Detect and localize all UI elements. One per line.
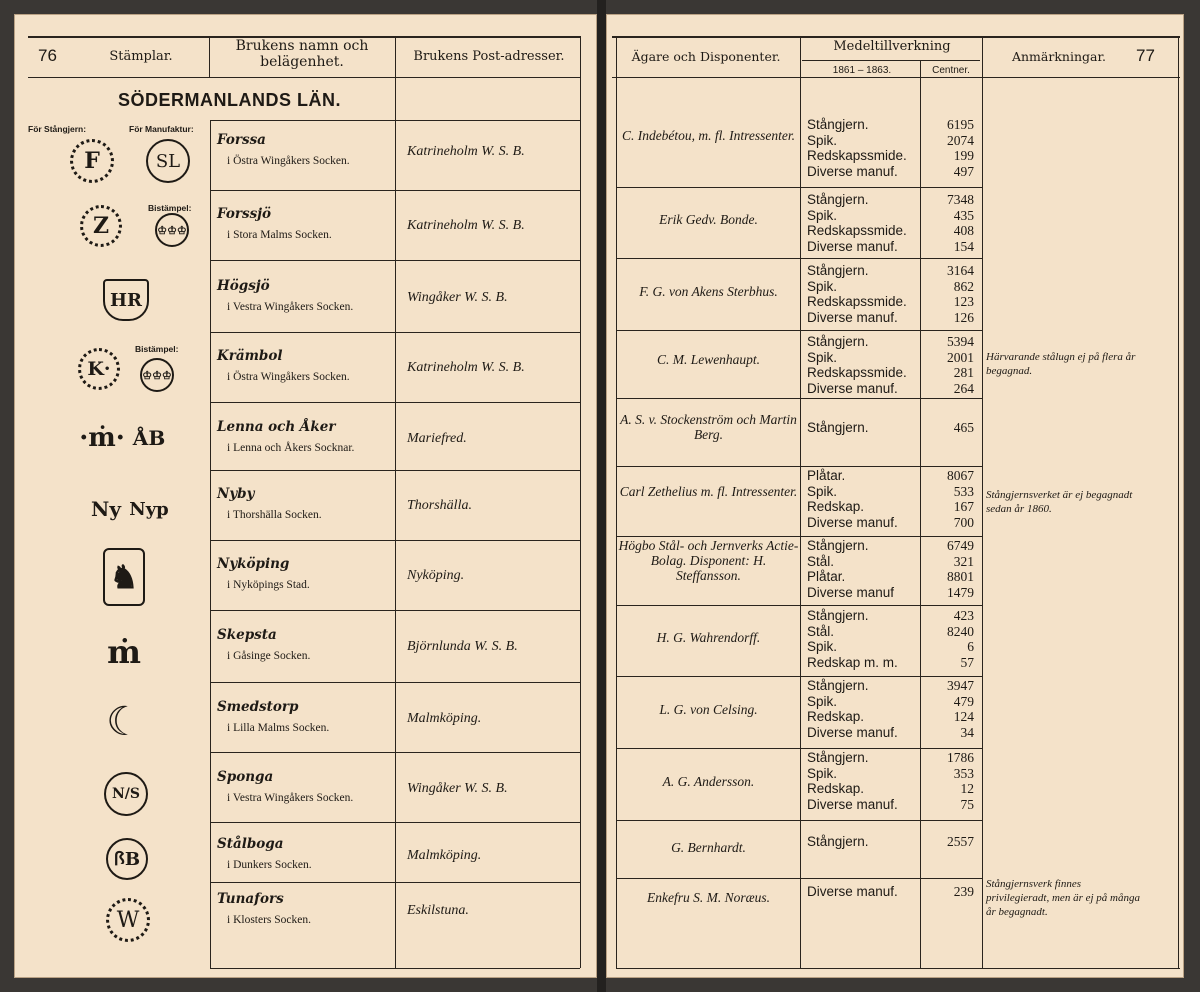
product-item: Redskap. <box>807 781 865 796</box>
rule-line <box>210 260 580 261</box>
production-value: 465 <box>953 420 974 435</box>
stamp-krambol-bar: K· <box>78 348 120 390</box>
product-item: Diverse manuf. <box>807 796 898 812</box>
rule-line <box>612 36 1180 38</box>
owner-name: C. Indebétou, m. fl. Intressenter. <box>621 128 796 143</box>
rule-line <box>210 540 580 541</box>
production-value: 1479 <box>947 584 974 600</box>
rule-line <box>616 258 982 259</box>
rule-line <box>616 748 982 749</box>
product-item: Stångjern. <box>807 834 869 849</box>
stamp-sponga: N/S <box>104 772 148 816</box>
production-value: 8067 <box>947 468 974 483</box>
production-value: 497 <box>953 163 974 179</box>
book-spine <box>597 0 606 992</box>
product-item: Redskapssmide. <box>807 223 907 238</box>
product-item: Diverse manuf. <box>807 238 898 254</box>
mill-parish: i Nyköpings Stad. <box>227 579 310 591</box>
header-notes: Anmärkningar. <box>1011 49 1107 64</box>
owner-name: G. Bernhardt. <box>671 840 746 855</box>
product-list <box>807 263 907 325</box>
production-value: 167 <box>953 499 974 514</box>
header-mill: Brukens namn och belägenhet. <box>235 38 369 70</box>
owner-name: Carl Zethelius m. fl. Intressenter. <box>619 484 798 499</box>
rule-line <box>616 968 1180 969</box>
product-item: Stångjern. <box>807 117 869 132</box>
mill-name: Skepsta <box>217 627 277 643</box>
rule-line <box>210 120 211 968</box>
stamp-aker: ÅB <box>132 426 166 450</box>
production-values <box>922 468 974 530</box>
production-values <box>922 834 974 850</box>
production-value: 281 <box>953 365 974 380</box>
mill-post-address: Eskilstuna. <box>407 903 469 918</box>
label-side-stamp: Bistämpel: <box>135 344 179 354</box>
mill-name: Forssa <box>217 132 266 148</box>
production-value: 7348 <box>947 192 974 207</box>
header-post: Brukens Post-adresser. <box>413 49 565 64</box>
remark: Härvarande stålugn ej på flera år begagnad. <box>986 351 1136 377</box>
production-value: 479 <box>953 693 974 709</box>
header-years: 1861 – 1863. <box>832 65 892 76</box>
stamp-stalboga: ꟗB <box>106 838 148 880</box>
mill-post-address: Nyköping. <box>407 568 465 583</box>
product-list <box>807 834 869 850</box>
production-value: 3164 <box>947 263 974 278</box>
production-values <box>922 334 974 396</box>
production-value: 2074 <box>947 132 974 148</box>
mill-parish: i Vestra Wingåkers Socken. <box>227 301 354 313</box>
stamp-nyby: Ny <box>91 497 121 521</box>
production-values <box>922 192 974 254</box>
rule-line <box>800 36 801 968</box>
rule-line <box>1178 36 1179 968</box>
production-value: 5394 <box>947 334 974 349</box>
production-value: 1786 <box>947 750 974 765</box>
product-list <box>807 192 907 254</box>
mill-name: Nyby <box>217 486 255 502</box>
rule-line <box>210 610 580 611</box>
product-item: Spik. <box>807 349 838 365</box>
county-title: SÖDERMANLANDS LÄN. <box>118 90 341 110</box>
product-item: Diverse manuf. <box>807 884 898 899</box>
production-values <box>922 608 974 670</box>
production-value: 12 <box>960 781 974 796</box>
stamp-lenna: ·ṁ· <box>79 423 125 453</box>
mill-name: Forssjö <box>217 206 272 222</box>
production-value: 2557 <box>947 834 974 849</box>
product-item: Redskap m. m. <box>807 654 898 670</box>
product-item: Spik. <box>807 765 838 781</box>
production-values <box>922 884 974 900</box>
product-item: Redskapssmide. <box>807 294 907 309</box>
mill-name: Högsjö <box>217 278 270 294</box>
rule-line <box>210 332 580 333</box>
mill-name: Stålboga <box>217 836 284 852</box>
production-value: 124 <box>953 709 974 724</box>
production-value: 126 <box>953 309 974 325</box>
stamp-hogsjo: HR <box>103 279 149 321</box>
production-value: 862 <box>953 278 974 294</box>
product-item: Plåtar. <box>807 468 846 483</box>
rule-line <box>616 187 982 188</box>
product-item: Redskap. <box>807 499 865 514</box>
stamp-forssjo-bar: Z <box>80 205 122 247</box>
product-item: Spik. <box>807 483 838 499</box>
rule-line <box>210 682 580 683</box>
mill-post-address: Katrineholm W. S. B. <box>407 360 525 375</box>
product-list <box>807 468 898 530</box>
product-item: Spik. <box>807 132 838 148</box>
rule-line <box>616 466 982 467</box>
stamp-nykoping: ♞ <box>103 548 145 606</box>
rule-line <box>920 60 921 968</box>
rule-line <box>616 536 982 537</box>
rule-line <box>616 36 617 968</box>
stamp-forssa-manufacture: SL <box>146 139 190 183</box>
production-value: 2001 <box>947 349 974 365</box>
production-value: 154 <box>953 238 974 254</box>
product-item: Spik. <box>807 639 838 654</box>
owner-name: L. G. von Celsing. <box>659 702 758 717</box>
production-value: 435 <box>953 207 974 223</box>
production-value: 408 <box>953 223 974 238</box>
production-value: 34 <box>960 724 974 740</box>
product-item: Stångjern. <box>807 678 869 693</box>
mill-post-address: Björnlunda W. S. B. <box>407 639 518 654</box>
rule-line <box>616 605 982 606</box>
product-list <box>807 420 869 436</box>
production-values <box>922 538 974 600</box>
rule-line <box>210 968 580 969</box>
product-item: Stål. <box>807 553 835 569</box>
mill-parish: i Thorshälla Socken. <box>227 509 322 521</box>
production-value: 321 <box>953 553 974 569</box>
production-value: 423 <box>953 608 974 623</box>
production-value: 353 <box>953 765 974 781</box>
production-value: 700 <box>953 514 974 530</box>
production-values <box>922 750 974 812</box>
stamp-tunafors: W <box>106 898 150 942</box>
product-list <box>807 678 898 740</box>
mill-post-address: Malmköping. <box>407 848 482 863</box>
mill-post-address: Katrineholm W. S. B. <box>407 144 525 159</box>
owner-name: A. G. Andersson. <box>662 774 755 789</box>
production-value: 6749 <box>947 538 974 553</box>
stamp-forssjo-side: ♔♔♔ <box>155 213 189 247</box>
product-list <box>807 334 907 396</box>
rule-line <box>616 676 982 677</box>
header-stamps: Stämplar. <box>109 49 173 64</box>
mill-parish: i Östra Wingåkers Socken. <box>227 371 350 383</box>
product-item: Stångjern. <box>807 420 869 435</box>
mill-post-address: Wingåker W. S. B. <box>407 781 508 796</box>
remark: Stångjernsverket är ej begagnadt sedan år 1860. <box>986 489 1133 515</box>
owner-name: Högbo Stål- och Jernverks Actie-Bolag. Disponent: H. Steffansson. <box>618 538 799 583</box>
mill-post-address: Malmköping. <box>407 711 482 726</box>
product-list <box>807 884 898 900</box>
rule-line <box>210 822 580 823</box>
mill-parish: i Lenna och Åkers Socknar. <box>227 442 355 454</box>
mill-parish: i Klosters Socken. <box>227 914 312 926</box>
rule-line <box>616 820 982 821</box>
product-item: Diverse manuf. <box>807 380 898 396</box>
production-values <box>922 678 974 740</box>
product-list <box>807 750 898 812</box>
product-item: Stångjern. <box>807 538 869 553</box>
label-bar-iron: För Stångjern: <box>28 124 87 134</box>
mill-parish: i Gåsinge Socken. <box>227 650 311 662</box>
rule-line <box>210 402 580 403</box>
product-item: Stångjern. <box>807 192 869 207</box>
stamp-smedstorp: ☾ <box>106 699 142 745</box>
production-values <box>922 420 974 436</box>
page-number-right: 77 <box>1136 46 1155 65</box>
mill-post-address: Katrineholm W. S. B. <box>407 218 525 233</box>
product-item: Redskapssmide. <box>807 148 907 163</box>
product-item: Stångjern. <box>807 263 869 278</box>
product-list <box>807 608 898 670</box>
rule-line <box>982 36 983 968</box>
header-unit: Centner. <box>932 65 970 76</box>
product-item: Diverse manuf. <box>807 309 898 325</box>
owner-name: Erik Gedv. Bonde. <box>659 212 758 227</box>
production-value: 533 <box>953 483 974 499</box>
production-value: 8801 <box>947 569 974 584</box>
mill-parish: i Vestra Wingåkers Socken. <box>227 792 354 804</box>
rule-line <box>616 878 982 879</box>
mill-name: Krämbol <box>217 348 283 364</box>
remark: Stångjernsverk finnes privilegieradt, men är ej på många år begagnadt. <box>986 878 1140 918</box>
rule-line <box>395 36 396 968</box>
page-number-left: 76 <box>38 46 57 65</box>
owner-name: C. M. Lewenhaupt. <box>656 352 761 367</box>
mill-parish: i Dunkers Socken. <box>227 859 312 871</box>
product-item: Redskap. <box>807 709 865 724</box>
rule-line <box>210 752 580 753</box>
product-item: Stångjern. <box>807 334 869 349</box>
rule-line <box>802 60 980 61</box>
label-side-stamp: Bistämpel: <box>148 203 192 213</box>
mill-parish: i Lilla Malms Socken. <box>227 722 330 734</box>
rule-line <box>616 330 982 331</box>
header-owners: Ägare och Disponenter. <box>631 49 781 64</box>
production-value: 8240 <box>947 623 974 639</box>
rule-line <box>209 36 210 77</box>
mill-name: Sponga <box>217 769 274 785</box>
mill-post-address: Wingåker W. S. B. <box>407 290 508 305</box>
stamp-forssa-bar: F <box>70 139 114 183</box>
production-value: 239 <box>953 884 974 899</box>
mill-parish: i Östra Wingåkers Socken. <box>227 155 350 167</box>
product-item: Diverse manuf. <box>807 514 898 530</box>
product-item: Plåtar. <box>807 569 846 584</box>
product-item: Redskapssmide. <box>807 365 907 380</box>
mill-name: Lenna och Åker <box>217 419 336 435</box>
production-values <box>922 263 974 325</box>
stamp-nyby-alt: Nyp <box>129 498 169 520</box>
product-item: Spik. <box>807 693 838 709</box>
production-value: 6195 <box>947 117 974 132</box>
production-value: 199 <box>953 148 974 163</box>
production-value: 123 <box>953 294 974 309</box>
product-list <box>807 117 907 179</box>
production-value: 75 <box>960 796 974 812</box>
stamp-krambol-side: ♔♔♔ <box>140 358 174 392</box>
mill-post-address: Thorshälla. <box>407 498 472 513</box>
label-manufacture: För Manufaktur: <box>129 124 194 134</box>
rule-line <box>210 120 580 121</box>
rule-line <box>28 77 580 78</box>
production-values <box>922 117 974 179</box>
header-average-production: Medeltillverkning <box>833 39 951 54</box>
mill-name: Tunafors <box>217 891 284 907</box>
owner-name: F. G. von Akens Sterbhus. <box>639 284 778 299</box>
rule-line <box>210 470 580 471</box>
product-item: Spik. <box>807 207 838 223</box>
mill-name: Smedstorp <box>217 699 299 715</box>
product-item: Stål. <box>807 623 835 639</box>
production-value: 264 <box>953 380 974 396</box>
product-item: Spik. <box>807 278 838 294</box>
rule-line <box>210 190 580 191</box>
rule-line <box>580 36 581 968</box>
product-item: Diverse manuf. <box>807 163 898 179</box>
owner-name: Enkefru S. M. Noræus. <box>647 890 770 905</box>
product-list <box>807 538 894 600</box>
mill-post-address: Mariefred. <box>407 431 467 446</box>
mill-name: Nyköping <box>217 556 290 572</box>
product-item: Stångjern. <box>807 608 869 623</box>
stamp-skepsta: ṁ <box>107 633 141 671</box>
product-item: Stångjern. <box>807 750 869 765</box>
rule-line <box>210 882 580 883</box>
production-value: 3947 <box>947 678 974 693</box>
production-value: 6 <box>967 639 974 654</box>
mill-parish: i Stora Malms Socken. <box>227 229 332 241</box>
product-item: Diverse manuf. <box>807 724 898 740</box>
owner-name: A. S. v. Stockenström och Martin Berg. <box>620 412 797 442</box>
rule-line <box>616 398 982 399</box>
product-item: Diverse manuf <box>807 584 895 600</box>
production-value: 57 <box>960 654 974 670</box>
owner-name: H. G. Wahrendorff. <box>656 630 761 645</box>
